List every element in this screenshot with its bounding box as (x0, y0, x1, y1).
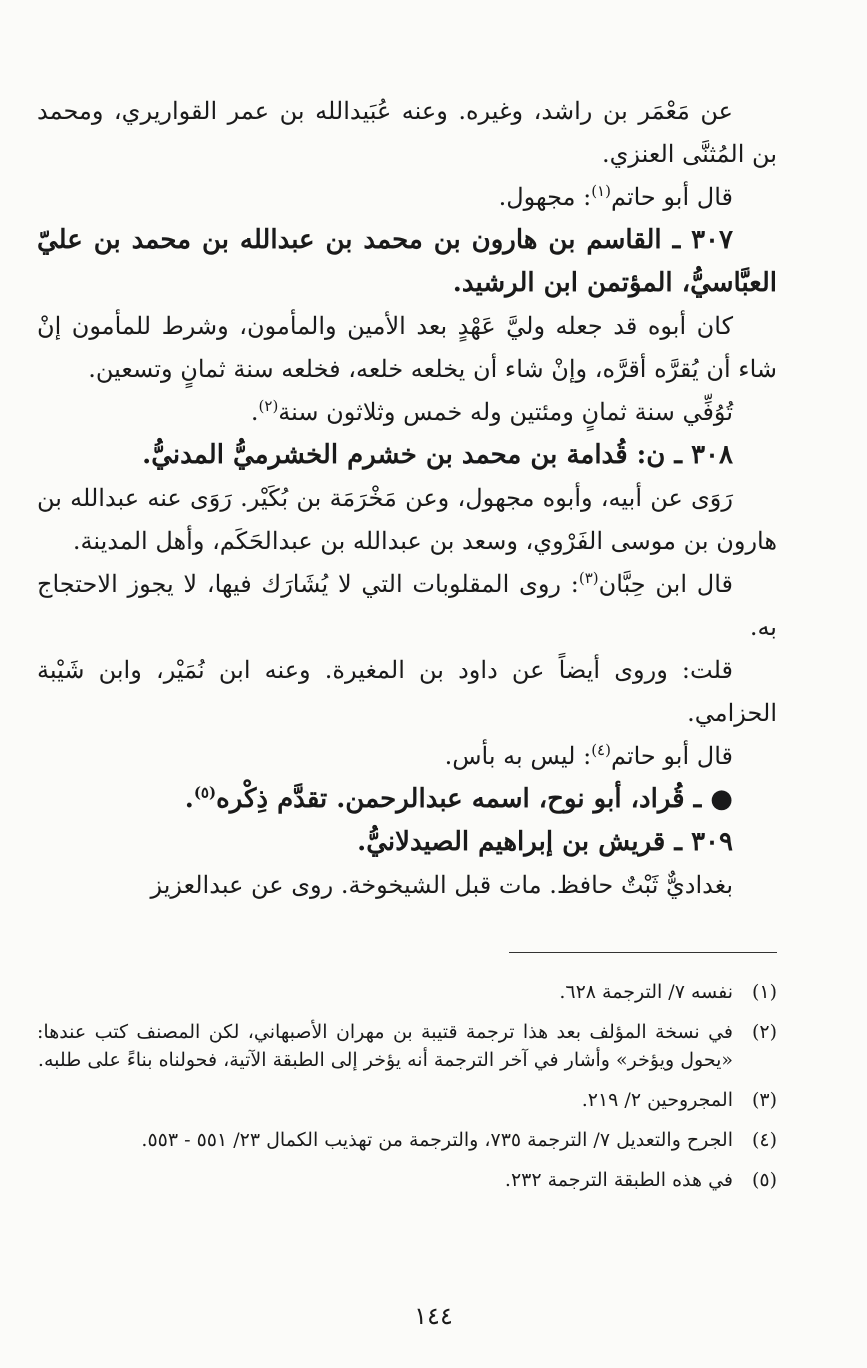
paragraph: قلت: وروى أيضاً عن داود بن المغيرة. وعنه ابن نُمَيْر، وابن شَيْبة الحزامي. (37, 656, 777, 727)
entry-heading-307: ٣٠٧ ـ القاسم بن هارون بن محمد بن عبدالله بن محمد بن عليّ العبَّاسيُّ، المؤتمن ابن الرشيد. (37, 225, 777, 298)
footnotes (37, 978, 777, 1206)
paragraph: قال أبو حاتم$^{(٤)}$: ليس به بأس. (444, 741, 733, 770)
footnote (37, 1166, 777, 1194)
paragraph: تُوُفِّي سنة ثمانٍ ومئتين وله خمس وثلاثون سنة$^{(٢)}$. (250, 397, 733, 426)
page-number: ١٤٤ (414, 1302, 453, 1330)
entry-heading-308: ٣٠٨ ـ ن: قُدامة بن محمد بن خشرم الخشرميُّ المدنيُّ. (142, 440, 733, 470)
footnote-ref: (٢) (258, 397, 279, 415)
paragraph: قال أبو حاتم$^{(١)}$: مجهول. (498, 182, 733, 211)
footnote-text: في نسخة المؤلف بعد هذا ترجمة قتيبة بن مهران الأصبهاني، لكن المصنف كتب عندها: «يحول ويؤخر» وأشار في آخر الترجمة أنه يؤخر إلى الطبقة الآتية، فحولناه بناءً على طلبه. (37, 1021, 733, 1071)
footnote-ref: (٤) (591, 741, 611, 759)
paragraph: قال ابن حِبَّان$^{(٣)}$: روى المقلوبات التي لا يُشَارَك فيها، لا يجوز الاحتجاج به. (37, 569, 777, 641)
footnote (37, 1086, 777, 1114)
footnote-text: في هذه الطبقة الترجمة ٢٣٢. (504, 1169, 733, 1191)
footnote-text: نفسه ٧/ الترجمة ٦٢٨. (559, 981, 733, 1003)
footnote-number: (٢) (751, 1021, 777, 1043)
footnote-divider (509, 952, 777, 953)
paragraph: عن مَعْمَر بن راشد، وغيره. وعنه عُبَيدالله بن عمر القواريري، ومحمد بن المُثنَّى العنزي. (37, 97, 777, 168)
paragraph: رَوَى عن أبيه، وأبوه مجهول، وعن مَخْرَمَة بن بُكَيْر. رَوَى عنه عبدالله بن هارون بن موسى الفَرْوي، وسعد بن عبدالله بن عبدالحَكَم، وأهل المدينة. (37, 484, 777, 555)
cross-reference-entry: ● ـ قُراد، أبو نوح، اسمه عبدالرحمن. تقدَّم ذِكْره$^{(٥)}$. (184, 783, 733, 814)
main-text (37, 90, 777, 907)
paragraph: بغداديٌّ ثَبْتٌ حافظ. مات قبل الشيخوخة. روى عن عبدالعزيز (150, 871, 733, 899)
paragraph: كان أبوه قد جعله وليَّ عَهْدٍ بعد الأمين والمأمون، وشرط للمأمون إنْ شاء أن يُقرَّه أقرَّه، وإنْ شاء أن يخلعه خلعه، فخلعه سنة ثمانٍ وتسعين. (37, 312, 777, 383)
footnote-ref: (٣) (578, 569, 599, 587)
footnote (37, 978, 777, 1006)
footnote-ref: (٥) (193, 783, 217, 802)
footnote-number: (٣) (751, 1089, 777, 1111)
footnote (37, 1018, 777, 1074)
footnote-text: المجروحين ٢/ ٢١٩. (581, 1089, 733, 1111)
entry-heading-309: ٣٠٩ ـ قريش بن إبراهيم الصيدلانيُّ. (357, 827, 733, 857)
footnote (37, 1126, 777, 1154)
footnote-text: الجرح والتعديل ٧/ الترجمة ٧٣٥، والترجمة من تهذيب الكمال ٢٣/ ٥٥١ - ٥٥٣. (141, 1129, 733, 1151)
footnote-number: (٤) (751, 1129, 777, 1151)
footnote-number: (٥) (751, 1169, 777, 1191)
footnote-number: (١) (751, 981, 777, 1003)
footnote-ref: (١) (591, 182, 611, 200)
